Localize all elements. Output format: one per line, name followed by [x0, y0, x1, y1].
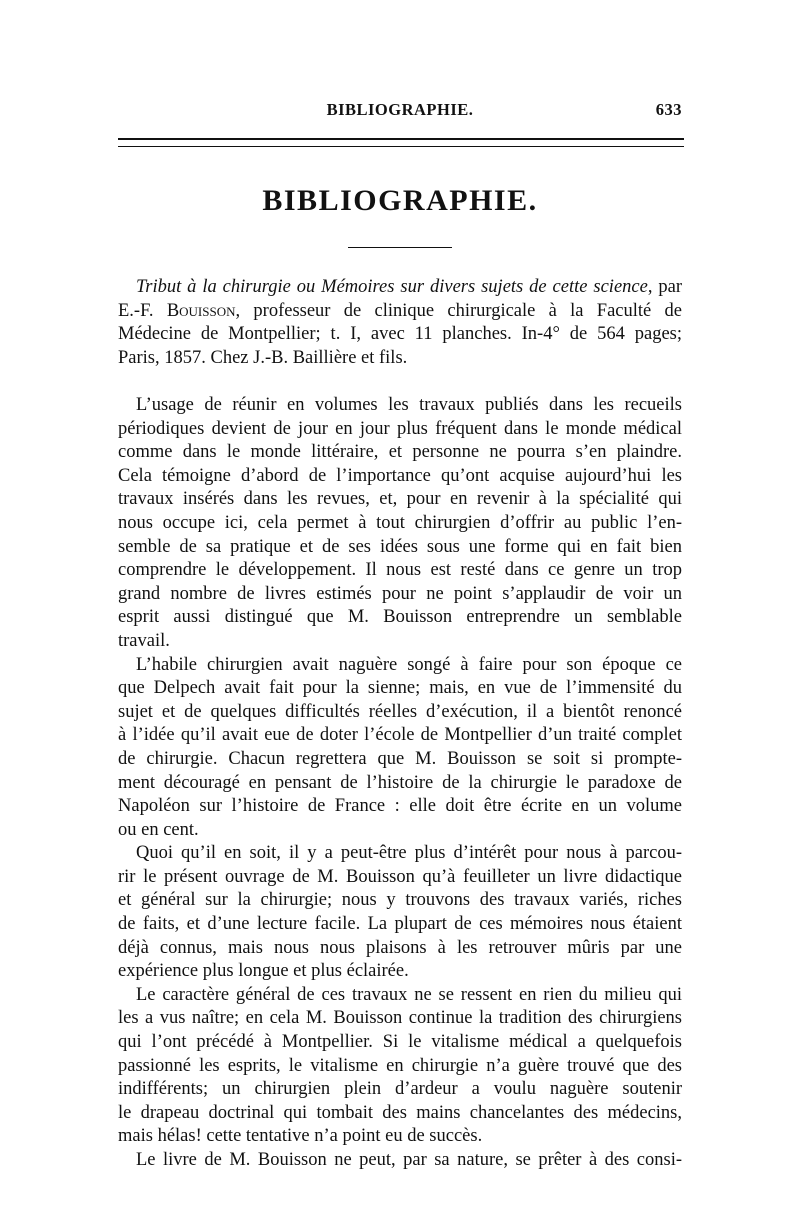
text-line: indifférents; un chirurgien plein d’ardeur a voulu naguère soutenir: [118, 1079, 682, 1100]
work-title: Tribut à la chirurgie ou Mémoires sur divers sujets de cette science: [136, 277, 648, 297]
text-line: qui l’ont précédé à Montpellier. Si le vitalisme médical a quelquefois: [118, 1032, 682, 1053]
header-double-rule: [118, 138, 684, 147]
text-line: sujet et de quelques difficultés réelles d’exécution, il a bientôt renoncé: [118, 701, 682, 722]
text-line: Quoi qu’il en soit, il y a peut-être plus d’intérêt pour nous à parcou-: [136, 843, 682, 864]
text-line: L’usage de réunir en volumes les travaux publiés dans les recueils: [136, 395, 682, 415]
citation-line-2: [118, 300, 682, 324]
text-line: déjà connus, mais nous nous plaisons à les retrouver mûris par une: [118, 937, 682, 958]
text-line: nous occupe ici, cela permet à tout chirurgien d’offrir au public l’en-: [118, 512, 682, 533]
text-line: de chirurgie. Chacun regrettera que M. Bouisson se soit si prompte-: [118, 748, 682, 769]
text-line: les a vus naître; en cela M. Bouisson continue la tradition des chirurgiens: [118, 1008, 682, 1029]
text-line: Le caractère général de ces travaux ne se ressent en rien du milieu qui: [136, 984, 682, 1005]
citation-by: , par: [647, 277, 682, 297]
text-line: ment découragé en pensant de l’histoire de la chirurgie le paradoxe de: [118, 772, 682, 793]
text-line: le drapeau doctrinal qui tombait des mains chancelantes des médecins,: [118, 1102, 682, 1123]
page-title: BIBLIOGRAPHIE.: [262, 184, 538, 217]
text-line: et général sur la chirurgie; nous y trouvons des travaux variés, riches: [118, 890, 682, 911]
text-line: rir le présent ouvrage de M. Bouisson qu’à feuilleter un livre didactique: [118, 866, 682, 887]
citation-line-3: Médecine de Montpellier; t. I, avec 11 planches. In-4° de 564 pages;: [118, 324, 682, 344]
citation-line-1: [118, 276, 682, 300]
text-line: comme dans le monde littéraire, et personne ne pourra s’en plaindre.: [118, 442, 682, 463]
page-number: 633: [655, 100, 682, 119]
text-line: Le livre de M. Bouisson ne peut, par sa nature, se prêter à des consi-: [136, 1150, 682, 1170]
text-line: Cela témoigne d’abord de l’importance qu’ont acquise aujourd’hui les: [118, 465, 682, 486]
author-initials: E.-F.: [118, 300, 167, 321]
review-body: [118, 394, 682, 1173]
text-line: travaux insérés dans les revues, et, pour en revenir à la spécialité qui: [118, 489, 682, 510]
text-line: à l’idée qu’il avait eue de doter l’école de Montpellier d’un traité complet: [118, 725, 682, 746]
running-head: [118, 100, 682, 122]
text-line: de faits, et d’une lecture facile. La plupart de ces mémoires nous étaient: [118, 914, 682, 935]
text-line: que Delpech avait fait pour la sienne; mais, en vue de l’immensité du: [118, 678, 682, 699]
text-line: périodiques devient de jour en jour plus fréquent dans le monde médical: [118, 418, 682, 439]
text-line: comprendre le développement. Il nous est resté dans ce genre un trop: [118, 560, 682, 581]
text-line: passionné les esprits, le vitalisme en chirurgie n’a guère trouvé que des: [118, 1055, 682, 1076]
title-divider: [348, 247, 452, 248]
running-title: BIBLIOGRAPHIE.: [326, 100, 474, 119]
text-line: grand nombre de livres estimés pour ne point s’applaudir de voir un: [118, 583, 682, 604]
text-line: esprit aussi distingué que M. Bouisson entreprendre un semblable: [118, 607, 682, 628]
text-line: Napoléon sur l’histoire de France : elle doit être écrite en un volume: [118, 796, 682, 817]
text-line: mais hélas! cette tentative n’a point eu de succès.: [118, 1126, 483, 1147]
author-name: Bouisson: [166, 300, 236, 321]
text-line: semble de sa pratique et de ses idées sous une forme qui en fait bien: [118, 536, 682, 557]
citation-line-4: Paris, 1857. Chez J.-B. Baillière et fils.: [118, 347, 408, 368]
text-line: expérience plus longue et plus éclairée.: [118, 961, 409, 982]
author-affiliation: , professeur de clinique chirurgicale à la Faculté de: [235, 300, 682, 321]
text-line: travail.: [118, 630, 170, 651]
bibliographic-citation: [118, 276, 682, 370]
text-line: ou en cent.: [118, 819, 199, 840]
text-line: L’habile chirurgien avait naguère songé à faire pour son époque ce: [136, 654, 682, 675]
